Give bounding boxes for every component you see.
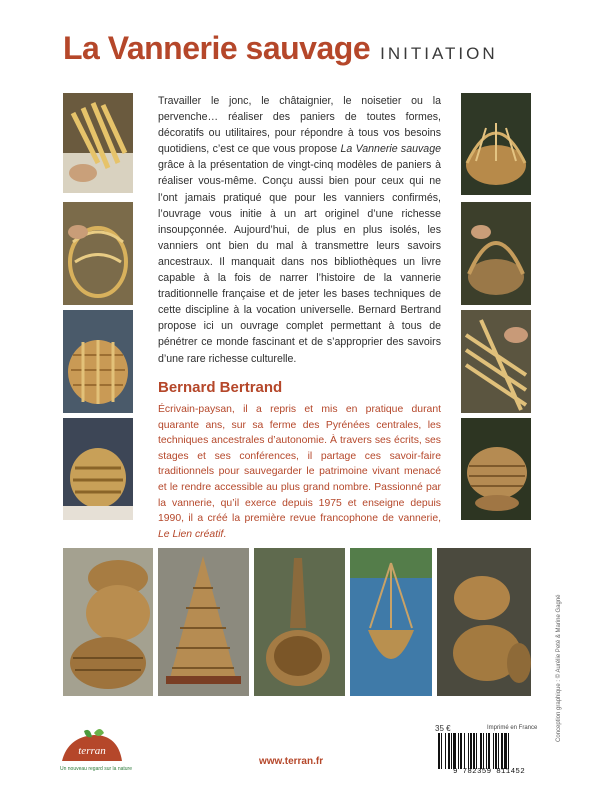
photo-weaving-hands-2 — [63, 202, 133, 305]
barcode-bar — [470, 733, 472, 769]
photo-lidded-baskets — [437, 548, 531, 696]
barcode-bar — [451, 733, 452, 769]
photo-beehive-basket — [158, 548, 249, 696]
photo-finished-basket — [461, 418, 531, 520]
bio-part-1: Écrivain-paysan, il a repris et mis en pratique durant quarante ans, sur sa ferme des Pyrénées centrales, les techniques ancestrales d’autonomie. À travers ses écrits, ses stages et ses conférences, il partage ces savoir-faire traditionnels pour sauvegarder le patrimoine vivant menacé et le rendre accessible au plus grand nombre. Passionné par la vannerie, qu’il exerce depuis 1975 et enseigne depuis 1990, il a créé la première revue francophone de vannerie, — [158, 404, 441, 525]
intro-part-1: Travailler le jonc, le châtaignier, le noisetier ou la pervenche… réaliser des paniers de toutes formes, décoratifs ou utilitaires, pour répondre à tous vos besoins quotidiens, c’est ce que vous propose — [158, 95, 441, 156]
design-credits: Conception graphique : © Aurélie Peté & Marine Gagné — [556, 594, 562, 742]
author-bio — [158, 402, 441, 542]
barcode-bar — [493, 733, 494, 769]
photo-weaving-hands-1 — [63, 93, 133, 193]
photo-hanging-basket — [350, 548, 432, 696]
intro-part-2: grâce à la présentation de vingt-cinq modèles de paniers à réaliser vous-même. Conçu aussi bien pour ceux qui ne l’ont jamais pratiqué que pour les vanniers confirmés, l’ouvrage vous initie à un art originel d’une richesse insoupçonnée. Aujourd’hui, de plus en plus isolés, les vanniers ont bien du mal à transmettre leurs savoirs ancestraux. Il manquait dans nos bibliothèques un livre capable à la fois de narrer l’histoire de la vannerie traditionnelle française et de jeter les bases techniques de cette discipline à la vocation universelle. Bernard Bertrand propose ici un ouvrage complet permettant à tous de pénétrer ce monde fascinant et de s’approprier des savoirs d’une rare richesse culturelle. — [158, 159, 441, 365]
photo-basket-frame — [63, 310, 133, 413]
barcode-bar — [486, 733, 487, 769]
intro-book-title: La Vannerie sauvage — [340, 143, 441, 156]
barcode-bar — [441, 733, 442, 769]
photo-basket-rim — [461, 93, 531, 195]
author-name: Bernard Bertrand — [158, 379, 283, 396]
barcode-bar — [473, 733, 475, 769]
barcode-bar — [498, 733, 499, 769]
bio-review-title: Le Lien créatif — [158, 528, 224, 540]
barcode-bar — [508, 733, 509, 769]
barcode-bar — [464, 733, 465, 769]
photo-basket-handle — [461, 202, 531, 305]
barcode-bar — [495, 733, 497, 769]
photo-weaving-strips — [461, 310, 531, 413]
barcode-bar — [448, 733, 450, 769]
terran-logo — [60, 727, 124, 767]
photo-stacked-baskets — [63, 548, 153, 696]
barcode-bar — [488, 733, 490, 769]
barcode-bar — [458, 733, 459, 769]
barcode-bar — [438, 733, 440, 769]
barcode-bar — [483, 733, 484, 769]
isbn-number: 9 782359 811452 — [452, 768, 525, 776]
barcode-bar — [468, 733, 469, 769]
barcode-bar — [501, 733, 503, 769]
intro-text — [158, 93, 441, 367]
photo-scoop-basket — [254, 548, 345, 696]
website-url: www.terran.fr — [259, 756, 324, 767]
printed-in: Imprimé en France — [487, 725, 538, 731]
book-title — [63, 30, 498, 67]
photo-basket-plaiting — [63, 418, 133, 520]
price: 35 € — [435, 724, 451, 733]
barcode-bar — [504, 733, 507, 769]
barcode-bar — [480, 733, 482, 769]
barcode-bar — [476, 733, 477, 769]
barcode-bar — [453, 733, 456, 769]
logo-tagline: Un nouveau regard sur la nature — [60, 766, 132, 772]
barcode-bar — [460, 733, 462, 769]
bio-part-2: . — [223, 528, 227, 540]
logo-text: terran — [78, 745, 106, 757]
title-main: La Vannerie sauvage — [63, 30, 371, 66]
title-subtitle: INITIATION — [380, 44, 498, 63]
barcode-bar — [445, 733, 446, 769]
barcode — [434, 733, 544, 769]
